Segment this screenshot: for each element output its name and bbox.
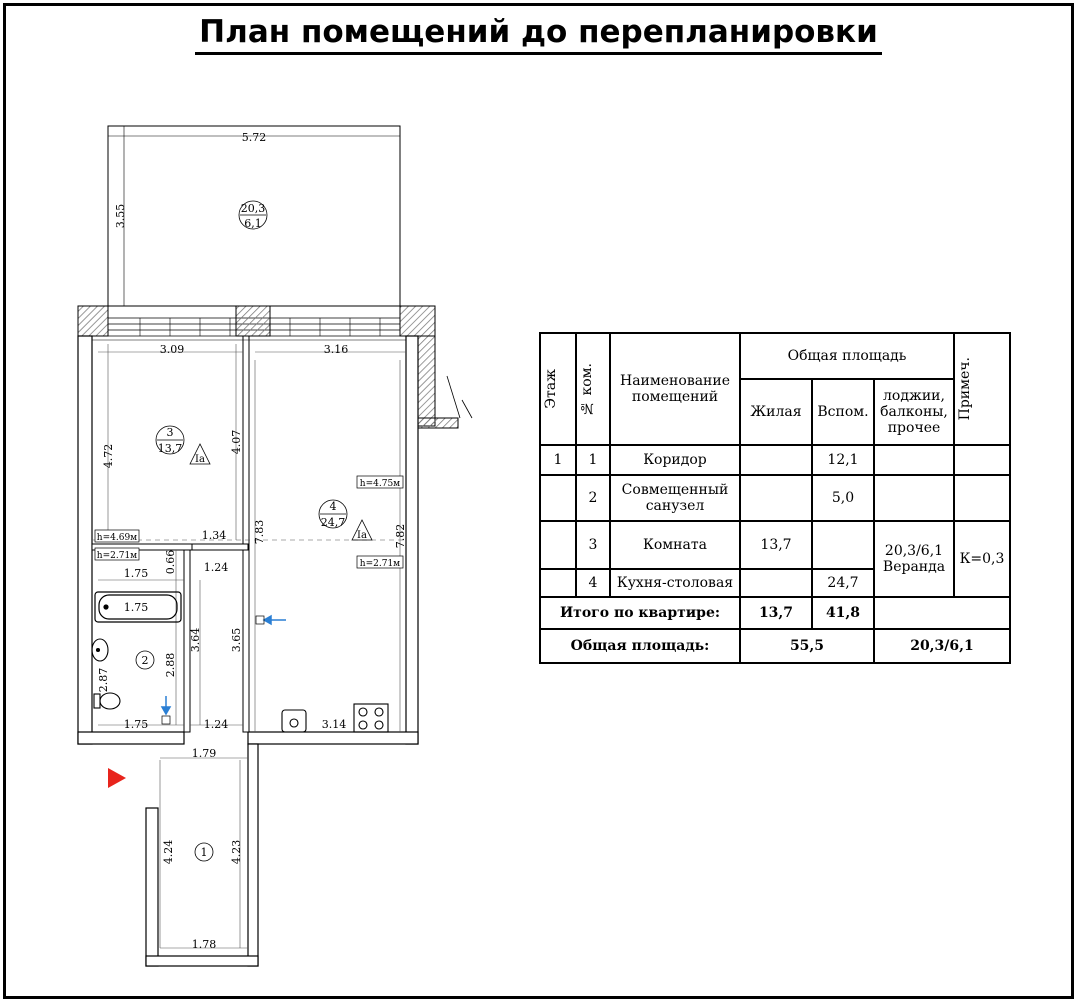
balcony	[108, 126, 400, 336]
dim-balcony-depth: 3.55	[114, 203, 127, 229]
balcony-area: 20,3	[240, 202, 266, 215]
ventilation-arrow-icon	[162, 616, 286, 714]
room4-class: Iа	[357, 530, 367, 541]
room1-number: 1	[200, 846, 208, 859]
table-row: 2 Совмещенный санузел 5,0	[540, 475, 1010, 521]
dim-bath-in: 1.75	[123, 601, 149, 614]
dim-bath-h2: 2.88	[164, 652, 177, 678]
height-tag-4: h=2.71м	[359, 559, 401, 569]
col-name-header: Наименование помещений	[610, 333, 740, 445]
dim-bath-bottom: 1.75	[123, 718, 149, 731]
height-tag-2: h=2.71м	[96, 551, 138, 561]
kitchen-sink	[282, 710, 306, 732]
col-loggia-header: лоджии, балконы, прочее	[874, 379, 954, 445]
height-tag-3: h=4.75м	[359, 479, 401, 489]
room4-number: 4	[329, 500, 337, 513]
page-title: План помещений до перепланировки	[0, 14, 1077, 50]
dim-partition-b: 1.24	[203, 561, 229, 574]
dim-room4-depth-right: 7.82	[394, 523, 407, 549]
loggia-cell: 20,3/6,1 Веранда	[874, 521, 954, 597]
col-floor-header: Этаж	[540, 333, 576, 445]
col-aux-header: Вспом.	[812, 379, 874, 445]
dim-bath-h1: 0.66	[164, 549, 177, 575]
col-num-header: № ком.	[576, 333, 610, 445]
dim-entry-bottom: 1.78	[191, 938, 217, 951]
dim-room3-inner: 4.07	[230, 429, 243, 455]
dim-partition-a: 1.34	[201, 529, 227, 542]
dim-room3-depth: 4.72	[102, 443, 115, 469]
dim-entry-w: 1.79	[191, 747, 217, 760]
area-table	[539, 332, 1011, 664]
total-row: Общая площадь: 55,5 20,3/6,1	[540, 629, 1010, 663]
side-window-marker	[447, 376, 472, 418]
note-cell: К=0,3	[954, 521, 1010, 597]
dim-kitchen-w: 3.14	[321, 718, 347, 731]
table-row: 1 1 Коридор 12,1	[540, 445, 1010, 475]
table-row: 3 Комната 13,7 20,3/6,1 Веранда К=0,3	[540, 521, 1010, 569]
dim-bath-w1: 1.75	[123, 567, 149, 580]
height-tag-1: h=4.69м	[96, 533, 138, 543]
dim-entry-h2: 4.23	[230, 839, 243, 865]
dim-room3-width: 3.09	[159, 343, 185, 356]
dim-corr-h1: 3.64	[189, 627, 202, 653]
table-row: 4 Кухня-столовая 24,7	[540, 569, 1010, 597]
bathroom-sink	[92, 639, 108, 661]
dim-entry-h1: 4.24	[162, 839, 175, 865]
room3-area: 13,7	[157, 442, 183, 455]
col-living-header: Жилая	[740, 379, 812, 445]
toilet	[94, 693, 120, 709]
balcony-sub: 6,1	[244, 217, 262, 230]
col-note-header: Примеч.	[954, 333, 1010, 445]
col-total-area-header: Общая площадь	[740, 333, 954, 379]
dim-room4-width: 3.16	[323, 343, 349, 356]
subtotal-row: Итого по квартире: 13,7 41,8	[540, 597, 1010, 629]
dim-balcony-width: 5.72	[241, 131, 267, 144]
entrance-arrow-icon	[108, 768, 126, 788]
stove	[354, 704, 388, 732]
dim-corr-bottom: 1.24	[203, 718, 229, 731]
dim-bath-h3: 2.87	[97, 667, 110, 693]
room4-area: 24,7	[320, 516, 346, 529]
room3-class: Iа	[195, 454, 205, 465]
dim-room4-depth-left: 7.83	[253, 519, 266, 545]
dim-corr-h2: 3.65	[230, 627, 243, 653]
room3-number: 3	[166, 426, 174, 439]
room2-number: 2	[141, 654, 149, 667]
